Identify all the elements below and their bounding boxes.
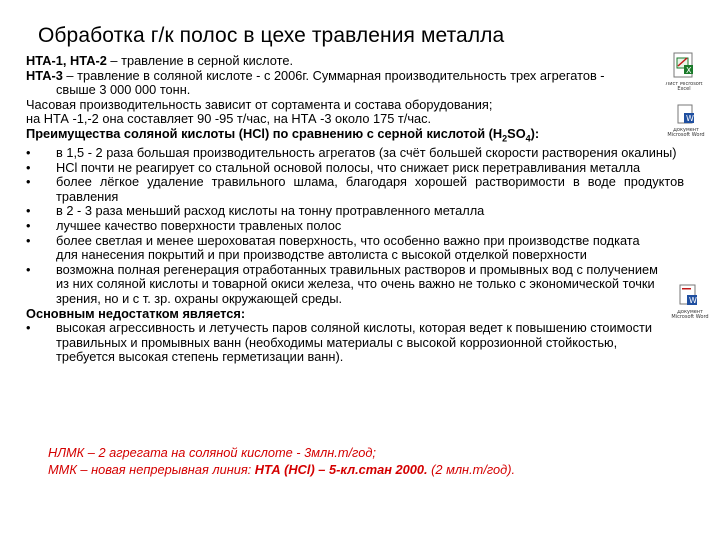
line-nta3 bbox=[26, 69, 684, 84]
note-mmk-emphasis: НТА (HCl) – 5-кл.стан 2000. bbox=[254, 462, 428, 477]
nta3-text: – травление в соляной кислоте - с 2006г. Суммарная производительность трех агрегатов - bbox=[62, 67, 605, 83]
bullet-mark: • bbox=[26, 232, 31, 248]
adv-heading-part: SO bbox=[507, 125, 526, 141]
disadvantage-heading: Основным недостатком является: bbox=[26, 305, 246, 321]
word-doc-icon-graphic bbox=[678, 284, 700, 308]
note-nlmk: НЛМК – 2 агрегата на соляной кислоте - 3млн.т/год; bbox=[48, 445, 376, 460]
word-doc-icon-2[interactable] bbox=[668, 284, 712, 326]
line-hourly: Часовая производительность зависит от сортамента и состава оборудования; bbox=[26, 96, 493, 112]
bullet-mark: • bbox=[26, 159, 31, 175]
advantage-item bbox=[26, 146, 684, 161]
note-mmk-part: (2 млн.т/год). bbox=[427, 462, 516, 477]
word-doc-caption: Документ Microsoft Word bbox=[671, 310, 709, 320]
adv-heading-part: ): bbox=[530, 125, 540, 141]
advantage-text: более светлая и менее шероховатая поверхность, что особенно важно при производстве подката для нанесения покрытий и при производстве автолиста с высокой отделкой поверхности bbox=[56, 232, 640, 263]
advantage-text: в 1,5 - 2 раза большая производительность агрегатов (за счёт большей скорости растворения окалины) bbox=[56, 145, 677, 161]
adv-heading-part: Преимущества соляной кислоты (HCl) по сравнению с серной кислотой (H bbox=[26, 125, 503, 141]
bullet-mark: • bbox=[26, 320, 31, 336]
advantage-text: в 2 - 3 раза меньший расход кислоты на тонну протравленного металла bbox=[56, 203, 485, 219]
excel-doc-icon-graphic bbox=[672, 52, 696, 80]
line-rates: на НТА -1,-2 она составляет 90 -95 т/час, на НТА -3 около 175 т/час. bbox=[26, 111, 432, 127]
excel-doc-caption: Лист Microsoft Excel bbox=[665, 82, 703, 92]
advantage-item bbox=[26, 175, 684, 204]
bullet-mark: • bbox=[26, 218, 31, 234]
word-doc-icon-graphic bbox=[676, 104, 696, 126]
svg-text:W: W bbox=[689, 296, 697, 305]
disadvantage-text: высокая агрессивность и летучесть паров соляной кислоты, которая ведет к повышению стоимости травильных и промывных ванн (необходимы материалы с высокой коррозионной стойкостью, требуется высокая степень герметизации ванн). bbox=[56, 320, 653, 365]
note-mmk-part: ММК – новая непрерывная линия: bbox=[48, 462, 255, 477]
advantage-text: возможна полная регенерация отработанных травильных растворов и промывных вод с получением из них соляной кислоты и товарной окиси железа, что очень важно не только с экономической точки зрения, но и с т. зр. охраны окружающей среды. bbox=[56, 261, 658, 307]
advantage-item bbox=[26, 161, 684, 176]
note-mmk bbox=[48, 461, 515, 478]
svg-text:X: X bbox=[686, 66, 692, 75]
advantage-text: HCl почти не реагирует со стальной основой полосы, что снижает риск перетравливания металла bbox=[56, 159, 641, 175]
advantage-item bbox=[26, 263, 684, 307]
nta12-text: – травление в серной кислоте. bbox=[106, 53, 294, 68]
advantage-item bbox=[26, 234, 684, 263]
advantages-heading bbox=[26, 127, 684, 146]
advantage-item bbox=[26, 204, 684, 219]
advantage-item bbox=[26, 219, 684, 234]
bullet-mark: • bbox=[26, 203, 31, 219]
word-doc-icon-1[interactable] bbox=[664, 104, 708, 146]
notes-block bbox=[48, 444, 515, 478]
advantage-text: более лёгкое удаление травильного шлама, благодаря хорошей растворимости в воде продуктов травления bbox=[56, 174, 684, 204]
disadvantage-item bbox=[26, 321, 684, 365]
svg-text:W: W bbox=[686, 114, 694, 123]
word-doc-caption: Документ Microsoft Word bbox=[667, 128, 705, 138]
nta12-label: НТА-1, НТА-2 bbox=[26, 53, 107, 68]
nta3-label: НТА-3 bbox=[26, 67, 63, 83]
document-body bbox=[26, 54, 684, 365]
adv-heading-sub: 2 bbox=[502, 133, 508, 144]
page-title: Обработка г/к полос в цехе травления металла bbox=[38, 24, 505, 47]
bullet-mark: • bbox=[26, 145, 31, 161]
adv-heading-sub: 4 bbox=[525, 133, 531, 144]
line-nta12 bbox=[26, 54, 684, 69]
line-capacity: свыше 3 000 000 тонн. bbox=[56, 82, 191, 98]
advantage-text: лучшее качество поверхности травленых полос bbox=[56, 218, 342, 234]
bullet-mark: • bbox=[26, 174, 31, 190]
excel-doc-icon[interactable] bbox=[664, 52, 704, 100]
bullet-mark: • bbox=[26, 261, 31, 277]
